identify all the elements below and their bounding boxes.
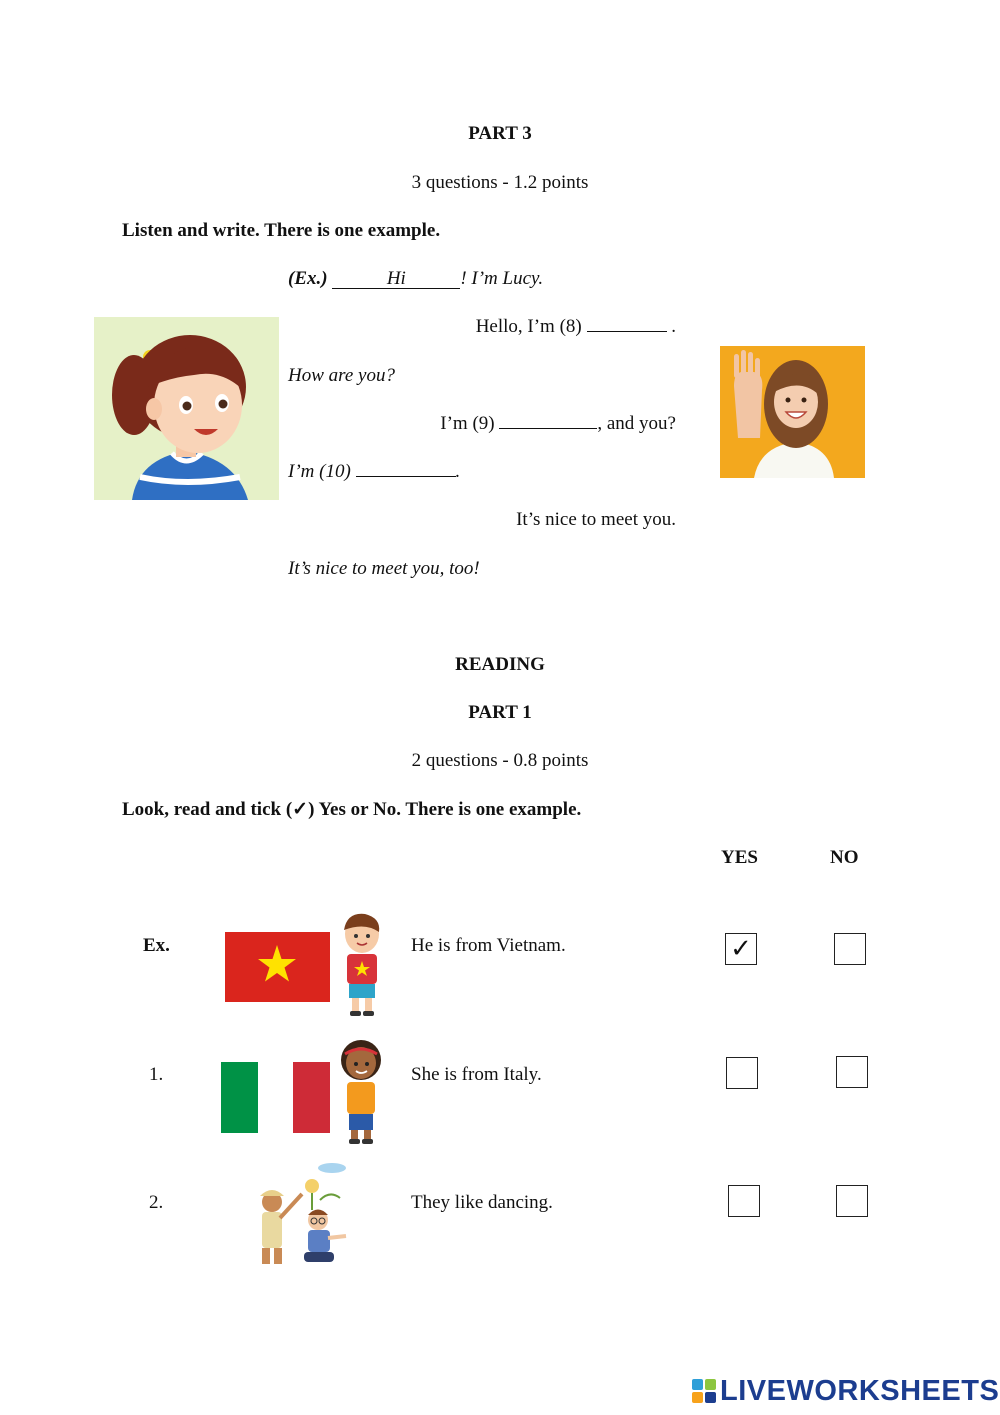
part3-instruction: Listen and write. There is one example. (122, 220, 441, 241)
reading-part-title: PART 1 (468, 702, 532, 723)
answer-blank-8[interactable] (587, 331, 667, 332)
reading-heading: READING (455, 654, 545, 675)
row-2-sentence: They like dancing. (411, 1192, 553, 1213)
waving-girl-photo (720, 346, 865, 478)
reading-instruction: Look, read and tick (✓) Yes or No. There is one example. (122, 799, 582, 820)
row-2-no-checkbox[interactable] (836, 1185, 868, 1217)
italy-flag-girl-image (221, 1040, 385, 1146)
line-10-text: I’m (10) (288, 461, 351, 482)
row-2-yes-checkbox[interactable] (728, 1185, 760, 1217)
dialogue-line-9 (440, 413, 676, 435)
row-1-label: 1. (149, 1064, 164, 1085)
example-label: (Ex.) (288, 268, 328, 289)
row-2-label: 2. (149, 1192, 164, 1213)
lucy-cartoon-image (94, 317, 279, 500)
line-9-end: , and you? (597, 413, 676, 434)
row-1-no-checkbox[interactable] (836, 1056, 868, 1088)
dialogue-line-nice: It’s nice to meet you. (516, 509, 676, 530)
column-yes: YES (721, 847, 758, 868)
answer-blank-9[interactable] (499, 428, 597, 429)
reading-subtitle: 2 questions - 0.8 points (411, 750, 589, 771)
row-ex-yes-checkbox[interactable]: ✓ (725, 933, 757, 965)
liveworksheets-logo (692, 1374, 999, 1408)
dialogue-line-too: It’s nice to meet you, too! (288, 558, 480, 579)
column-no: NO (830, 847, 859, 868)
example-answer: Hi (332, 270, 460, 289)
children-painting-image (250, 1160, 350, 1270)
dialogue-line-how: How are you? (288, 365, 395, 386)
dialogue-line-8 (476, 316, 676, 338)
answer-blank-10[interactable] (356, 476, 456, 477)
logo-tiles-icon (692, 1379, 716, 1403)
row-ex-sentence: He is from Vietnam. (411, 935, 566, 956)
row-ex-no-checkbox[interactable] (834, 933, 866, 965)
line-9-text: I’m (9) (440, 413, 495, 434)
line-8-end: . (666, 316, 676, 337)
vietnam-flag-boy-image (225, 912, 387, 1017)
line-8-text: Hello, I’m (8) (475, 316, 582, 337)
dialogue-example (288, 268, 543, 290)
part3-subtitle: 3 questions - 1.2 points (411, 172, 589, 193)
row-ex-label: Ex. (143, 935, 170, 956)
line-10-end: . (455, 461, 461, 482)
logo-text: LIVEWORKSHEETS (720, 1374, 1000, 1407)
row-1-sentence: She is from Italy. (411, 1064, 542, 1085)
row-1-yes-checkbox[interactable] (726, 1057, 758, 1089)
part3-title: PART 3 (468, 123, 532, 144)
example-tail: ! I’m Lucy. (460, 268, 544, 289)
dialogue-line-10 (288, 461, 460, 483)
